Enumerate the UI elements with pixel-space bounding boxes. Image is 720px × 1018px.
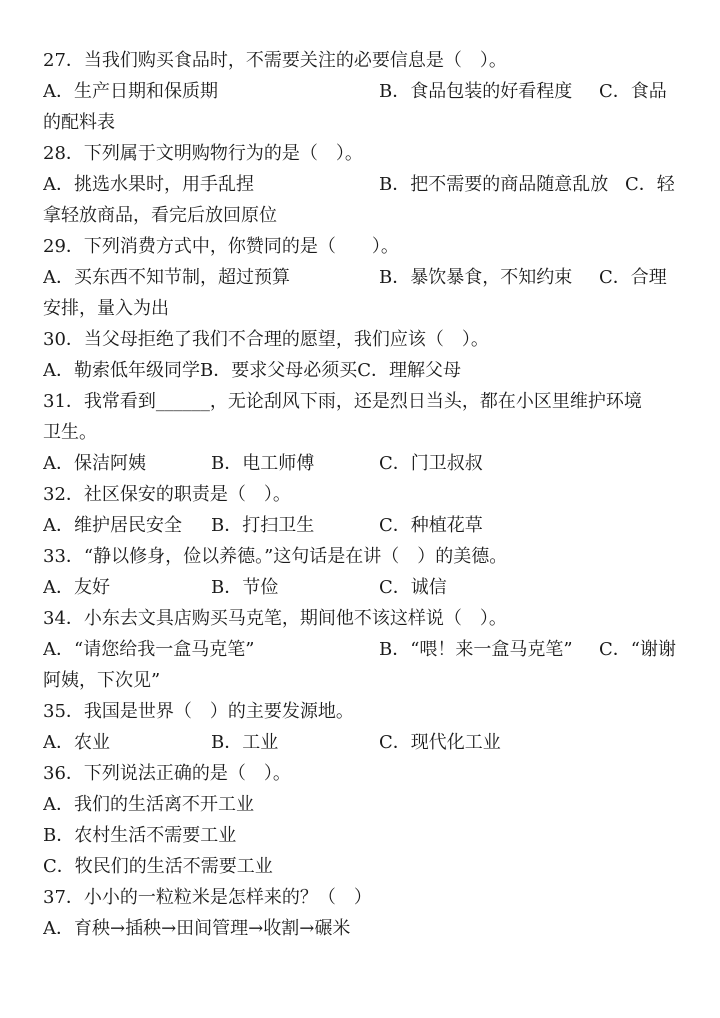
option-b: B．暴饮暴食，不知约束	[379, 267, 573, 288]
option-c: C．“谢谢	[599, 639, 676, 660]
question-34-options	[43, 634, 683, 665]
option-c: C．牧民们的生活不需要工业	[43, 856, 273, 877]
question-30-options: A．勒索低年级同学B．要求父母必须买C．理解父母	[43, 360, 461, 381]
question-28-wrap: 拿轻放商品，看完后放回原位	[43, 205, 277, 226]
question-37-stem: 37．小小的一粒粒米是怎样来的？（ ）	[43, 887, 372, 908]
question-27-stem: 27．当我们购买食品时，不需要关注的必要信息是（ ）。	[43, 50, 507, 71]
option-b: B．电工师傅	[211, 453, 315, 474]
question-29-options	[43, 262, 683, 293]
option-a: A．生产日期和保质期	[43, 81, 218, 102]
question-27-options	[43, 76, 683, 107]
option-b: B．节俭	[211, 577, 279, 598]
question-33-stem: 33．“静以修身，俭以养德。”这句话是在讲（ ）的美德。	[43, 546, 508, 567]
question-29-wrap: 安排，量入为出	[43, 298, 169, 319]
option-b: B．农村生活不需要工业	[43, 825, 237, 846]
option-c: C．门卫叔叔	[379, 453, 483, 474]
question-33-options	[43, 572, 683, 603]
question-31-options	[43, 448, 683, 479]
option-a: A．保洁阿姨	[43, 453, 146, 474]
option-b: B．“喂！来一盒马克笔”	[379, 639, 573, 660]
option-c: C．食品	[599, 81, 667, 102]
question-31-stem: 31．我常看到______，无论刮风下雨，还是烈日当头，都在小区里维护环境	[43, 391, 642, 412]
question-29-stem: 29．下列消费方式中，你赞同的是（ ）。	[43, 236, 399, 257]
question-36-stem: 36．下列说法正确的是（ ）。	[43, 763, 291, 784]
option-c: C．种植花草	[379, 515, 483, 536]
option-a: A．挑选水果时，用手乱捏	[43, 174, 254, 195]
question-28-stem: 28．下列属于文明购物行为的是（ ）。	[43, 143, 363, 164]
option-a: A．“请您给我一盒马克笔”	[43, 639, 255, 660]
option-a: A．我们的生活离不开工业	[43, 794, 254, 815]
question-34-stem: 34．小东去文具店购买马克笔，期间他不该这样说（ ）。	[43, 608, 507, 629]
question-27-wrap: 的配料表	[43, 112, 115, 133]
option-c: C．现代化工业	[379, 732, 501, 753]
option-b: B．把不需要的商品随意乱放	[379, 174, 609, 195]
option-b: B．工业	[211, 732, 279, 753]
question-28-options	[43, 169, 683, 200]
question-32-stem: 32．社区保安的职责是（ ）。	[43, 484, 291, 505]
question-34-wrap: 阿姨，下次见”	[43, 670, 161, 691]
option-a: A．友好	[43, 577, 110, 598]
option-a: A．维护居民安全	[43, 515, 182, 536]
option-b: B．打扫卫生	[211, 515, 315, 536]
option-c: C．合理	[599, 267, 667, 288]
option-c: C．诚信	[379, 577, 447, 598]
question-30-stem: 30．当父母拒绝了我们不合理的愿望，我们应该（ ）。	[43, 329, 489, 350]
question-35-options	[43, 727, 683, 758]
option-a: A．育秧→插秧→田间管理→收割→碾米	[43, 918, 351, 939]
question-32-options	[43, 510, 683, 541]
option-a: A．农业	[43, 732, 110, 753]
option-a: A．买东西不知节制，超过预算	[43, 267, 290, 288]
option-b: B．食品包装的好看程度	[379, 81, 573, 102]
question-31-stem-wrap: 卫生。	[43, 422, 97, 443]
option-c: C．轻	[625, 174, 675, 195]
question-35-stem: 35．我国是世界（ ）的主要发源地。	[43, 701, 354, 722]
